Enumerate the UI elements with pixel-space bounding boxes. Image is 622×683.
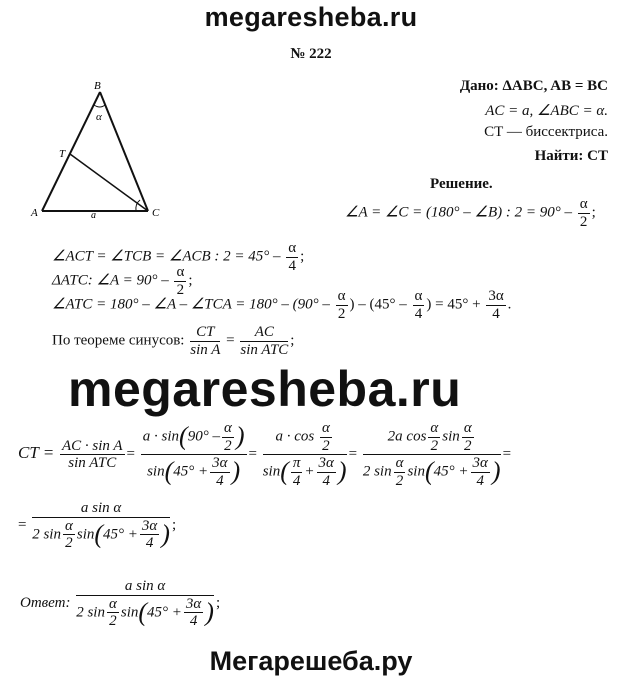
eq3-text: ΔATC: ∠A = 90° – [52, 272, 169, 289]
ct-frac-2: a · sin(90° – $\frac{\alpha}{2}$ ) sin(45° + $\frac{3\alpha}{4}$ ) [142, 420, 245, 489]
solution-heading: Решение. [430, 176, 493, 192]
answer-line: Ответ: a sin α 2 sin $\frac{\alpha}{2}$ sin(45° + $\frac{3\alpha}{4}$ ) ; [20, 578, 221, 629]
ct-frac-4: 2a cos $\frac{\alpha}{2}$ sin $\frac{\alpha}{2}$ 2 sin $\frac{\alpha}{2}$ sin(45° + $\frac{3\alpha}{4}$ ) [362, 420, 501, 489]
angle-arc-b [94, 105, 105, 107]
eq2-text: ∠ACT = ∠TCB = ∠ACB : 2 = 45° – [52, 248, 281, 265]
eq1-text: ∠A = ∠C = (180° – ∠B) : 2 = 90° – [345, 204, 572, 221]
eq1-fraction: $\frac{\alpha}{2}$ [579, 196, 588, 230]
label-alpha: α [96, 111, 102, 123]
given-line-3: CT — биссектриса. [484, 124, 608, 140]
side-ab [42, 92, 100, 211]
find-line: Найти: CT [534, 148, 608, 164]
label-c: C [152, 207, 160, 219]
triangle-figure [28, 78, 170, 223]
site-watermark-middle: megaresheba.ru [68, 361, 462, 417]
ct-frac-3: a · cos $\frac{\alpha}{2}$ sin( $\frac{\pi}{4}$ + $\frac{3\alpha}{4}$ ) [262, 420, 347, 489]
equation-angle-atc: ∠ATC = 180° – ∠A – ∠TCA = 180° – (90° – $\frac{\alpha}{2}$ ) – (45° – $\frac{\alpha}{4}$ ) = 45° + $\frac{3\alpha}{4}$ . [52, 288, 512, 322]
label-base-a: a [91, 210, 96, 221]
sine-law-line: По теореме синусов: $\frac{CT}{\text{sin A}}$ = $\frac{AC}{\text{sin ATC}}$ ; [52, 324, 295, 358]
equation-angle-act: ∠ACT = ∠TCB = ∠ACB : 2 = 45° – $\frac{\alpha}{4}$ ; [52, 240, 305, 274]
site-watermark-bottom: Мегарешеба.ру [209, 646, 413, 676]
given-line-1: Дано: ΔABC, AB = BC [459, 78, 608, 94]
ct-result: = a sin α 2 sin $\frac{\alpha}{2}$ sin(45° + $\frac{3\alpha}{4}$ ) ; [18, 500, 177, 551]
label-a: A [31, 207, 38, 219]
problem-number: № 222 [290, 46, 332, 62]
label-b: B [94, 80, 101, 92]
label-t: T [59, 148, 66, 160]
given-line-2: AC = a, ∠ABC = α. [485, 103, 608, 119]
ct-formula: CT = $\frac{\text{AC · sin A}}{\text{sin ATC}}$ = a · sin(90° – $\frac{\alpha}{2}$ ) sin(45° + $\frac{3\alpha}{4}$ ) = a · cos $\frac{\alpha}{2}$ sin( $\frac{\pi}{4}$ + $\frac{3\alpha}{4}$ ) = 2a cos $\frac{\alpha}{2}$ sin $\frac{\alpha}{2}$ 2 sin $\frac{\alpha}{2}$ sin(45° + $\frac{3\alpha}{4}$ ) = [18, 420, 512, 489]
site-watermark-top: megaresheba.ru [204, 2, 418, 32]
equation-angle-a: ∠A = ∠C = (180° – ∠B) : 2 = 90° – $\frac{\alpha}{2}$ ; [345, 196, 596, 230]
answer-label: Ответ: [20, 595, 71, 612]
equation-atc-a: ΔATC: ∠A = 90° – $\frac{\alpha}{2}$ ; [52, 264, 193, 298]
